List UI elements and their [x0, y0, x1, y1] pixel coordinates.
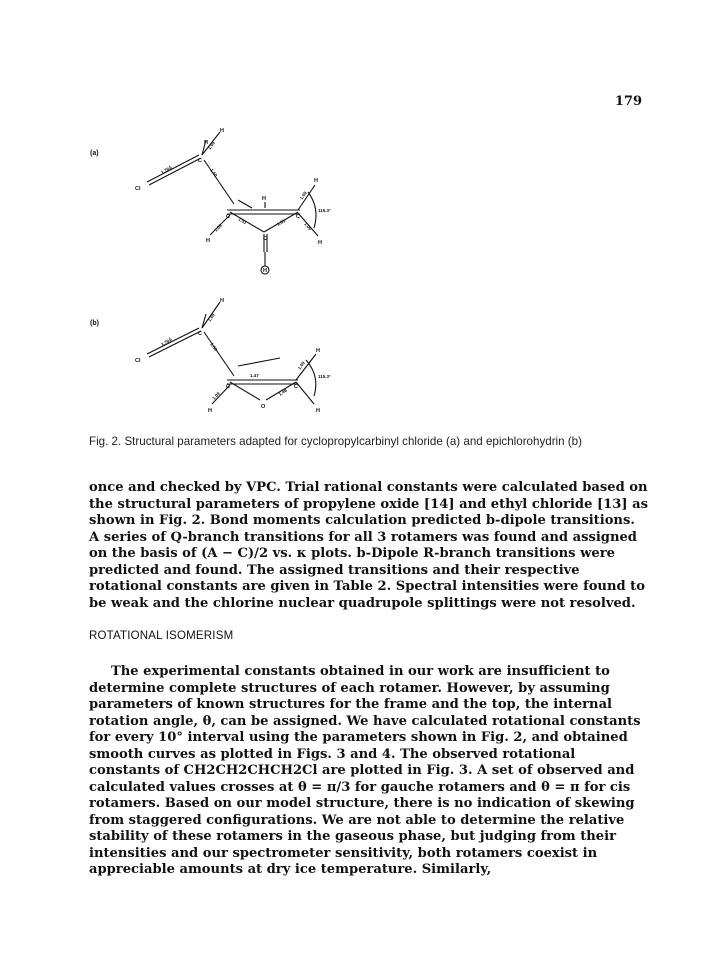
bond-label-a-4: 1.09 — [213, 222, 223, 233]
atom-c-b: C — [198, 331, 202, 337]
bond-label-b-3: 1.09 — [206, 312, 216, 323]
atom-h-b2: H — [208, 408, 212, 414]
atom-c-b2: C — [226, 384, 230, 390]
bond-label-b-5: 1.09 — [211, 390, 221, 401]
figure-panel-b — [130, 292, 360, 427]
atom-c-a4: C — [263, 236, 267, 242]
bond-label-b-6: 1.48 — [277, 387, 288, 397]
bond-label-a-8: 1.09 — [298, 190, 308, 201]
atom-cl-b: Cl — [135, 358, 141, 364]
bond-label-a-1: 1.78Å — [160, 164, 174, 175]
angle-label-a: 115.3° — [318, 208, 331, 213]
atom-h-a2: H — [204, 140, 208, 146]
bond-label-a-6: 1.51 — [276, 218, 287, 227]
atom-h-b4: H — [316, 348, 320, 354]
atom-cl-a: Cl — [135, 186, 141, 192]
atom-c-a2: C — [226, 214, 230, 220]
atom-h-a3: H — [206, 238, 210, 244]
atom-c-a3: C — [296, 214, 300, 220]
panel-b-label: (b) — [90, 320, 99, 327]
angle-label-b: 115.3° — [318, 374, 331, 379]
atom-h-b3: H — [316, 408, 320, 414]
atom-c-a: C — [198, 158, 202, 164]
atom-h-a1: H — [220, 128, 224, 134]
figure-panel-a — [130, 120, 360, 290]
bond-label-a-7: 1.09 — [303, 221, 313, 232]
body-paragraph-2: The experimental constants obtained in our work are insufficient to determine complete structures of each rotamer. However, by assuming parameters of known structures for the frame and the top, the internal rotation angle, θ, can be assigned. We have calculated rotational constants for every 10° interval using the parameters shown in Fig. 2, and obtained smooth curves as plotted in Figs. 3 and 4. The observed rotational constants of CH2CH2CHCH2Cl are plotted in Fig. 3. A set of observed and calculated values crosses at θ = π/3 for gauche rotamers and θ = π for cis rotamers. Based on our model structure, there is no indication of skewing from staggered configurations. We are not able to determine the relative stability of these rotamers in the gaseous phase, but judging from their intensities and our spectrometer sensitivity, both rotamers coexist in appreciable amounts at dry ice temperature. Similarly, — [89, 664, 641, 877]
bond-label-b-2: 1.50 — [209, 341, 219, 352]
bond-label-b-7: 1.09 — [296, 360, 306, 371]
atom-h-a5: H — [314, 178, 318, 184]
bond-label-b-4: 1.47 — [250, 373, 259, 378]
bond-label-b-1: 1.78Å — [160, 336, 174, 347]
figure-caption: Fig. 2. Structural parameters adapted for cyclopropylcarbinyl chloride (a) and epichlorohydrin (b) — [89, 435, 582, 448]
bond-label-a-3: 1.09 — [206, 140, 216, 151]
atom-o-b: O — [261, 404, 266, 410]
body-paragraph-1: once and checked by VPC. Trial rational constants were calculated based on the structural parameters of propylene oxide [14] and ethyl chloride [13] as shown in Fig. 2. Bond moments calculation predicted b-dipole transitions. A series of Q-branch transitions for all 3 rotamers was found and assigned on the basis of (A − C)/2 vs. κ plots. b-Dipole R-branch transitions were predicted and found. The assigned transitions and their respective rotational constants are given in Table 2. Spectral intensities were found to be weak and the chlorine nuclear quadrupole splittings were not resolved. — [89, 480, 648, 611]
atom-h-b1: H — [220, 298, 224, 304]
page-number: 179 — [614, 94, 642, 109]
section-heading: ROTATIONAL ISOMERISM — [89, 630, 234, 642]
atom-h-a4: H — [318, 240, 322, 246]
atom-h-a6: H — [262, 196, 266, 202]
atom-c-b3: C — [294, 384, 298, 390]
bond-label-a-5: 1.51 — [237, 216, 248, 226]
panel-a-label: (a) — [90, 150, 99, 157]
bond-label-a-2: 1.50 — [209, 167, 219, 178]
atom-h-a7: H — [263, 268, 267, 274]
